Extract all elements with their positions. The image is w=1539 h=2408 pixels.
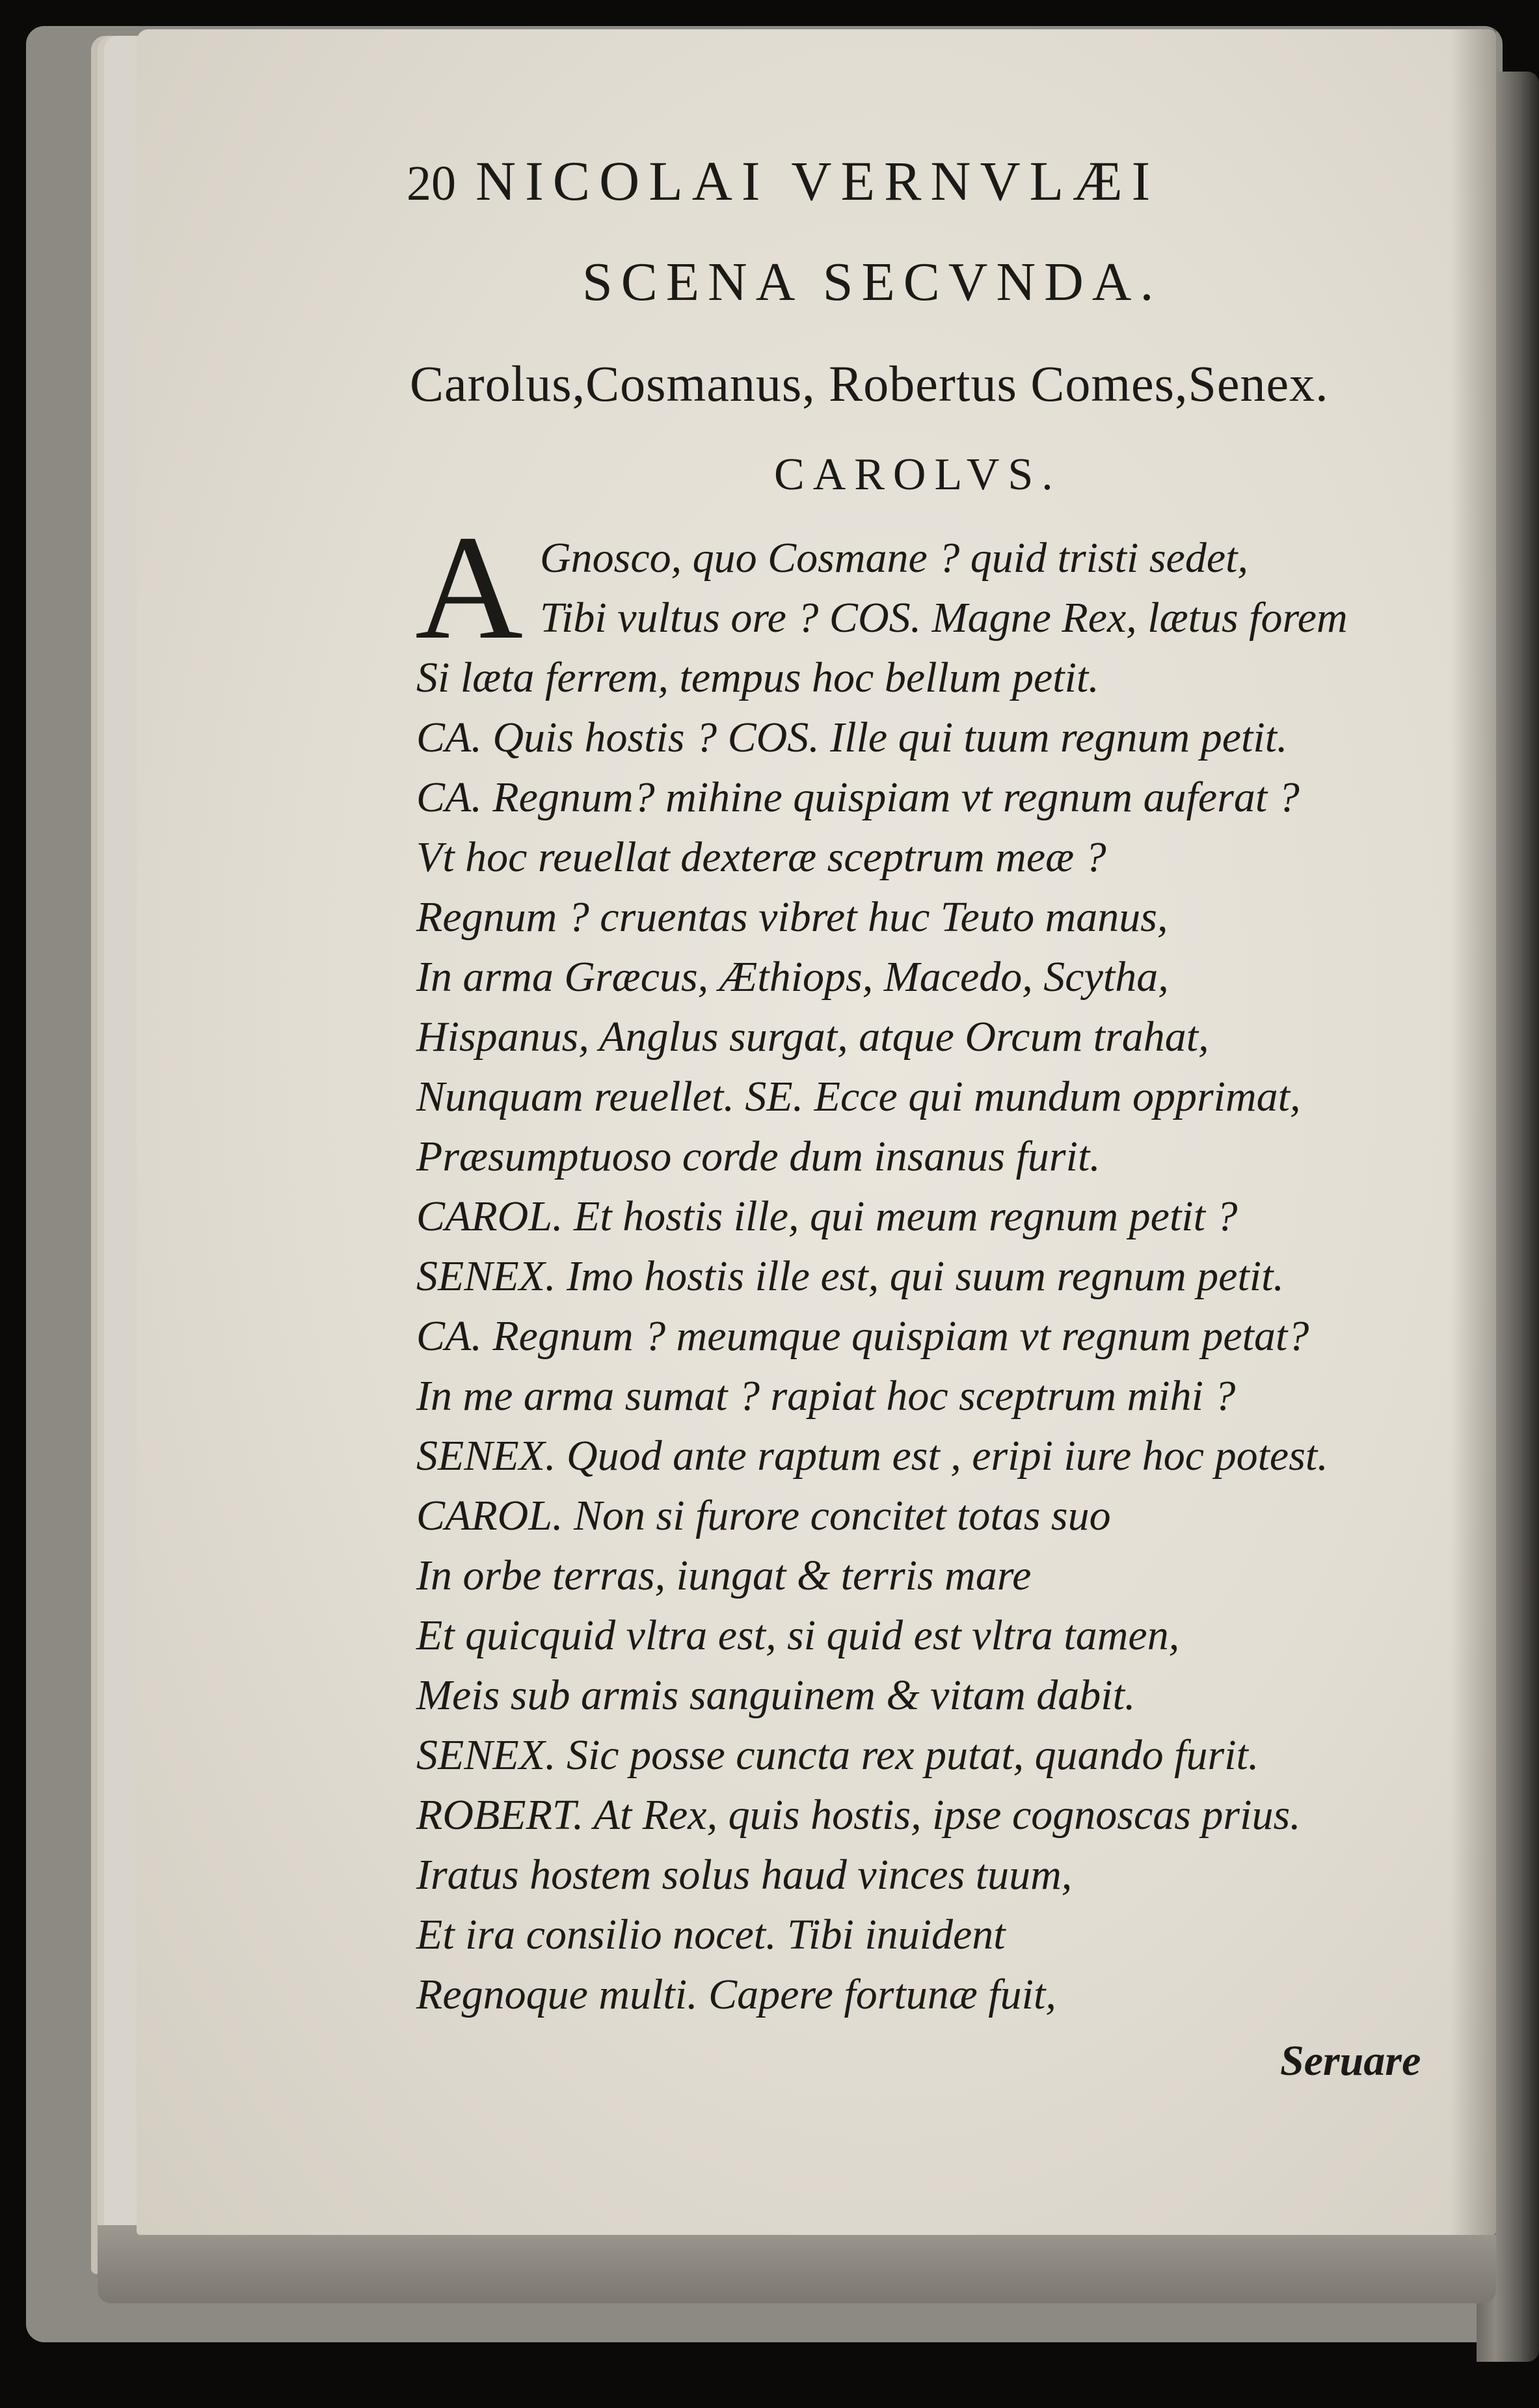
character-list: Carolus,Cosmanus, Robertus Comes,Senex.: [410, 355, 1329, 412]
verse-line: In me arma sumat ? rapiat hoc sceptrum mihi ?: [416, 1372, 1236, 1420]
verse-line: Vt hoc reuellat dexteræ sceptrum meæ ?: [416, 833, 1106, 881]
drop-cap: A: [415, 504, 524, 670]
verse-line: Nunquam reuellet. SE. Ecce qui mundum opprimat,: [416, 1073, 1301, 1120]
verse-line: Et ira consilio nocet. Tibi inuident: [416, 1911, 1006, 1958]
page-bottom-edge: [98, 2225, 1496, 2303]
verse-line: CAROL. Et hostis ille, qui meum regnum petit ?: [416, 1193, 1238, 1240]
verse-line: CA. Regnum ? meumque quispiam vt regnum petat?: [416, 1312, 1309, 1360]
verse-line: Et quicquid vltra est, si quid est vltra tamen,: [416, 1612, 1180, 1659]
verse-line: Regnum ? cruentas vibret huc Teuto manus,: [416, 893, 1168, 941]
verse-line: Tibi vultus ore ? COS. Magne Rex, lætus forem: [540, 594, 1348, 642]
speaker-heading: CAROLVS.: [774, 450, 1062, 500]
verse-line: ROBERT. At Rex, quis hostis, ipse cognoscas prius.: [416, 1791, 1301, 1839]
page-number: 20: [407, 156, 456, 211]
verse-line: Præsumptuoso corde dum insanus furit.: [416, 1133, 1101, 1180]
verse-line: SENEX. Quod ante raptum est , eripi iure hoc potest.: [416, 1432, 1328, 1480]
catchword: Seruare: [1280, 2037, 1421, 2085]
verse-line: SENEX. Imo hostis ille est, qui suum regnum petit.: [416, 1252, 1284, 1300]
verse-line: CA. Regnum? mihine quispiam vt regnum auferat ?: [416, 774, 1300, 821]
verse-line: Regnoque multi. Capere fortunæ fuit,: [416, 1971, 1056, 2018]
running-head: [407, 148, 1159, 213]
verse-line: CA. Quis hostis ? COS. Ille qui tuum regnum petit.: [416, 714, 1288, 761]
verse-line: Meis sub armis sanguinem & vitam dabit.: [416, 1671, 1136, 1719]
verse-line: Hispanus, Anglus surgat, atque Orcum trahat,: [416, 1013, 1209, 1061]
verse-line: In arma Græcus, Æthiops, Macedo, Scytha,: [416, 953, 1169, 1001]
verse-line: Iratus hostem solus haud vinces tuum,: [416, 1851, 1073, 1899]
verse-line: CAROL. Non si furore concitet totas suo: [416, 1492, 1111, 1539]
running-head-title: NICOLAI VERNVLÆI: [475, 150, 1160, 212]
scene-title: SCENA SECVNDA.: [582, 252, 1162, 312]
verse-line: In orbe terras, iungat & terris mare: [416, 1552, 1032, 1599]
verse-line: SENEX. Sic posse cuncta rex putat, quando furit.: [416, 1731, 1259, 1779]
verse-line: Si læta ferrem, tempus hoc bellum petit.: [416, 654, 1099, 701]
verse-line: Gnosco, quo Cosmane ? quid tristi sedet,: [540, 534, 1248, 582]
